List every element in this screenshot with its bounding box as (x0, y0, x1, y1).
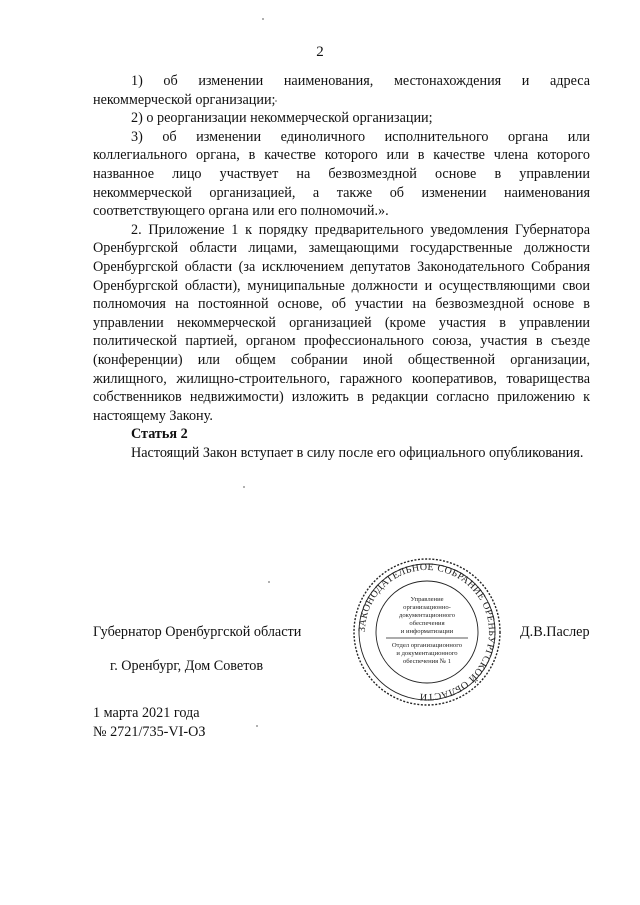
scan-speck (243, 486, 245, 488)
article-text: Настоящий Закон вступает в силу после его официального опубликования. (131, 444, 584, 461)
document-body (93, 72, 590, 462)
scan-speck (268, 581, 270, 583)
signing-place: г. Оренбург, Дом Советов (110, 658, 264, 674)
scan-speck (256, 725, 258, 727)
seal-inner-line: организационно- (403, 604, 451, 611)
page-number: 2 (316, 44, 324, 60)
paragraph: 2) о реорганизации некоммерческой организации; (131, 110, 433, 127)
paragraph: 1) об изменении наименования, местонахождения и адреса некоммерческой организации; (93, 73, 590, 108)
governor-title: Губернатор Оренбургской области (93, 624, 302, 640)
seal-inner-line: обеспечения (409, 620, 445, 627)
seal-outer-text: ЗАКОНОДАТЕЛЬНОЕ СОБРАНИЕ ОРЕНБУРГСКОЙ ОБЛАСТИ (356, 561, 498, 703)
seal-inner-line: и информатизации (400, 628, 454, 635)
seal-inner-line: Отдел организационного (391, 642, 463, 649)
seal-inner-line: документационного (398, 612, 456, 619)
scan-speck (262, 18, 264, 20)
governor-name: Д.В.Паслер (520, 624, 590, 640)
seal-inner-line: Управление (410, 596, 444, 603)
law-date: 1 марта 2021 года (93, 705, 200, 721)
scan-speck (275, 100, 277, 102)
article-heading: Статья 2 (131, 426, 188, 443)
seal-inner-line: обеспечения № 1 (402, 658, 452, 665)
paragraph: 3) об изменении единоличного исполнительного органа или коллегиального органа, в качестве которого или в качестве члена которого названное лицо участвует на безвозмездной основе в управлении некоммерческой организацией, а также об изменении наименования соответствующего органа или его полномочий.». (93, 128, 590, 220)
paragraph: 2. Приложение 1 к порядку предварительного уведомления Губернатора Оренбургской области лицами, замещающими государственные должности Оренбургской области (за исключением депутатов Законодательного Собрания Оренбургской области), муниципальные должности и осуществляющими свои полномочия на постоянной основе, об участии на безвозмездной основе в управлении некоммерческой организацией (кроме участия в управлении политической партией, органом профессионального союза, участия в съезде (конференции) или общем собрании иной общественной организации, жилищного, жилищно-строительного, гаражного кооперативов, товарищества собственников недвижимости) изложить в редакции согласно приложению к настоящему Закону. (93, 221, 590, 424)
law-number: № 2721/735-VI-ОЗ (93, 724, 206, 740)
seal-inner-line: и документационного (396, 650, 458, 657)
official-seal (352, 557, 502, 707)
